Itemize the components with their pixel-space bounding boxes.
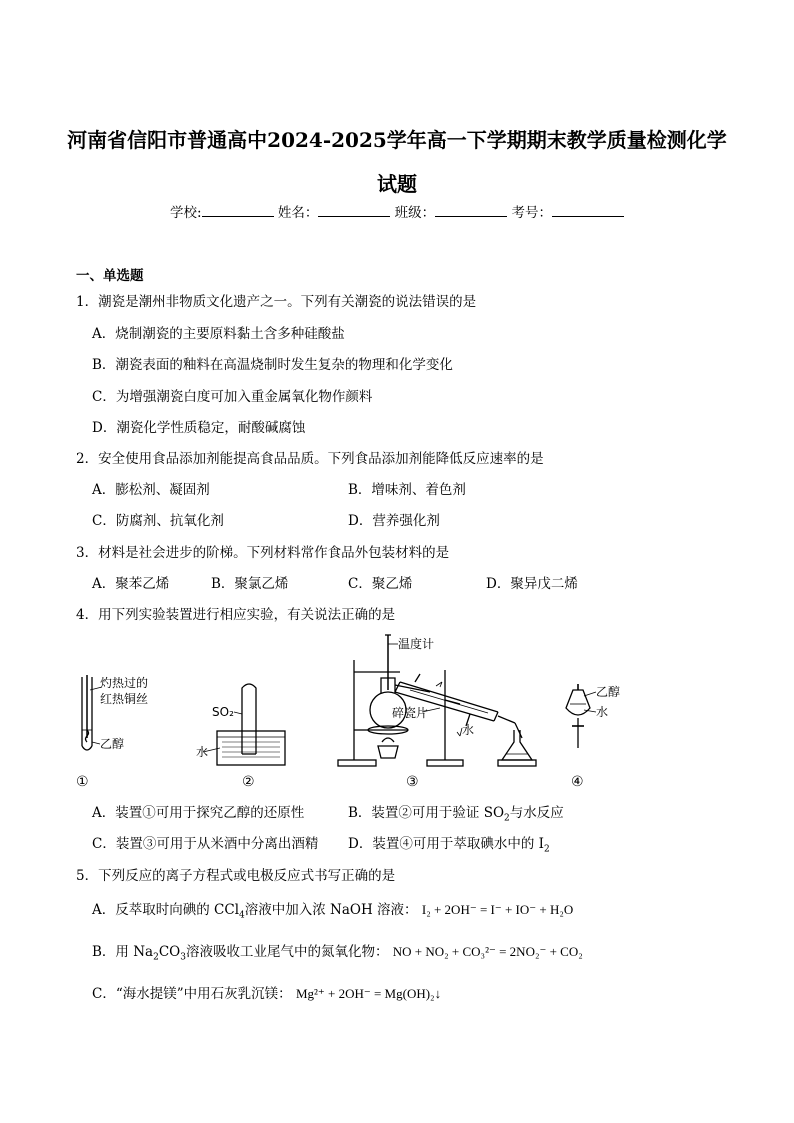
stand-base-right	[427, 760, 463, 766]
q3-option-b: B．聚氯乙烯	[211, 576, 289, 592]
q3-option-c: C．聚乙烯	[348, 576, 413, 592]
adapter-bend	[515, 723, 522, 738]
stand-base-left	[338, 760, 376, 766]
separatory-funnel	[566, 690, 590, 715]
section-heading: 一、单选题	[76, 268, 144, 284]
q1-option-c: C．为增强潮瓷白度可加入重金属氧化物作颜料	[92, 389, 373, 405]
label-ethanol-4: 乙醇	[596, 685, 621, 699]
adapter	[498, 716, 515, 723]
q5-b-equation: NO + NO₂ + CO₃²⁻ = 2NO₂⁻ + CO₂	[392, 944, 583, 959]
figure-number-2: ②	[242, 774, 255, 790]
receiving-flask	[502, 730, 532, 760]
label-so2: SO₂	[212, 705, 234, 719]
q4-option-c: C．装置③可用于从米酒中分离出酒精	[92, 836, 319, 852]
q3-option-a: A．聚苯乙烯	[92, 576, 170, 592]
water-outlet	[415, 674, 420, 682]
q4-option-a: A．装置①可用于探究乙醇的还原性	[92, 805, 305, 821]
q1-stem: 1．潮瓷是潮州非物质文化遗产之一。下列有关潮瓷的说法错误的是	[76, 294, 477, 310]
label-water-2: 水	[196, 745, 209, 759]
q2-option-a: A．膨松剂、凝固剂	[92, 482, 210, 498]
q2-stem: 2．安全使用食品添加剂能提高食品品质。下列食品添加剂能降低反应速率的是	[76, 451, 544, 467]
q4-stem: 4．用下列实验装置进行相应实验，有关说法正确的是	[76, 607, 396, 623]
q2-option-d: D．营养强化剂	[348, 513, 440, 529]
label-ethanol: 乙醇	[100, 737, 125, 751]
q2-option-c: C．防腐剂、抗氧化剂	[92, 513, 224, 529]
test-tube-bottom	[82, 746, 92, 750]
water-out-arrow	[436, 682, 442, 687]
figure-number-3: ③	[406, 774, 419, 790]
q1-option-d: D．潮瓷化学性质稳定，耐酸碱腐蚀	[92, 420, 306, 436]
q4-option-d: D．装置④可用于萃取碘水中的 $I_2$	[348, 836, 550, 855]
q3-option-d: D．聚异戊二烯	[486, 576, 578, 592]
q3-stem: 3．材料是社会进步的阶梯。下列材料常作食品外包装材料的是	[76, 545, 450, 561]
name-blank	[318, 204, 390, 217]
number-label: 考号：	[511, 205, 552, 221]
q5-stem: 5．下列反应的离子方程式或电极反应式书写正确的是	[76, 868, 396, 884]
label-wire-2: 红热铜丝	[100, 692, 149, 706]
q1-option-a: A．烧制潮瓷的主要原料黏土含多种硅酸盐	[92, 326, 345, 342]
q2-option-b: B．增味剂、着色剂	[348, 482, 466, 498]
q4-apparatus-figure	[70, 630, 630, 792]
q5-option-c: C．“海水提镁”中用石灰乳沉镁： Mg²⁺ + 2OH⁻ = Mg(OH)₂↓	[92, 986, 442, 1002]
figure-number-1: ①	[76, 774, 89, 790]
label-thermometer: 温度计	[398, 637, 435, 651]
class-label: 班级：	[394, 205, 436, 221]
page-title-line2: 试题	[377, 172, 417, 196]
page-title: 河南省信阳市普通高中2024-2025学年高一下学期期末教学质量检测化学	[67, 128, 727, 152]
class-blank	[435, 204, 507, 217]
flame	[382, 738, 394, 742]
q5-a-equation: I₂ + 2OH⁻ = I⁻ + IO⁻ + H₂O	[421, 902, 574, 917]
school-blank	[202, 204, 274, 217]
q1-option-b: B．潮瓷表面的釉料在高温烧制时发生复杂的物理和化学变化	[92, 357, 453, 373]
inverted-test-tube	[242, 684, 256, 754]
label-wire-1: 灼热过的	[100, 676, 149, 690]
label-water-3: 水	[462, 723, 475, 737]
student-info-line	[0, 201, 794, 221]
school-label: 学校:	[170, 205, 202, 221]
q5-c-equation: Mg²⁺ + 2OH⁻ = Mg(OH)₂↓	[295, 986, 442, 1001]
label-line-ethanol	[92, 742, 100, 744]
label-water-4: 水	[596, 705, 609, 719]
label-porcelain-chips: 碎瓷片	[392, 706, 429, 720]
water-trough	[217, 731, 285, 765]
receiving-block	[498, 760, 536, 766]
alcohol-lamp	[378, 746, 398, 758]
q5-option-b: B．用 $Na_2CO_3$溶液吸收工业尾气中的氮氧化物： NO + NO₂ + CO₃²⁻ = 2NO₂⁻ + CO₂	[92, 944, 583, 963]
q4-option-b: B．装置②可用于验证 $SO_2$与水反应	[348, 805, 564, 824]
name-label: 姓名：	[277, 205, 319, 221]
q5-option-a: A．反萃取时向碘的 CCl$_4$溶液中加入浓 NaOH 溶液： I₂ + 2OH⁻ = I⁻ + IO⁻ + H₂O	[92, 902, 574, 921]
number-blank	[552, 204, 624, 217]
figure-number-4: ④	[571, 774, 584, 790]
